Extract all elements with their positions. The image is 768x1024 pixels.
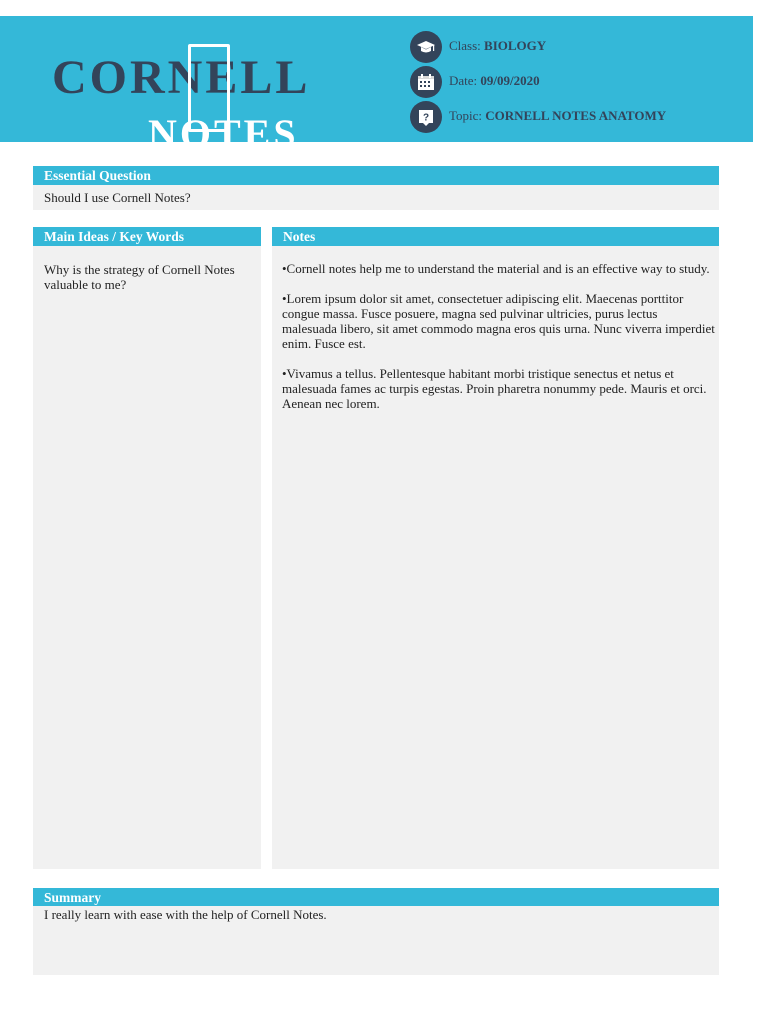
date-value: 09/09/2020 <box>480 73 540 88</box>
notes-header: Notes <box>272 227 719 246</box>
summary-header: Summary <box>33 888 719 907</box>
class-value: BIOLOGY <box>484 38 547 53</box>
notes-paragraph: •Cornell notes help me to understand the material and is an effective way to study. <box>282 261 710 276</box>
summary-text: I really learn with ease with the help of Cornell Notes. <box>44 907 327 922</box>
graduation-cap-icon <box>410 31 442 63</box>
main-ideas-header: Main Ideas / Key Words <box>33 227 261 246</box>
header-banner <box>0 16 753 156</box>
cornell-notes-logo <box>52 36 312 156</box>
class-row <box>410 31 750 63</box>
class-label: Class: <box>449 38 481 53</box>
question-card-icon <box>410 101 442 133</box>
svg-text:?: ? <box>422 112 430 124</box>
notes-panel <box>272 246 719 869</box>
essential-question-header: Essential Question <box>33 166 719 185</box>
essential-question-text: Should I use Cornell Notes? <box>44 190 191 205</box>
notes-paragraph: •Lorem ipsum dolor sit amet, consectetuer adipiscing elit. Maecenas porttitor congue massa. Fusce posuere, magna sed pulvinar ultricies, purus lectus malesuada libero, sit amet commodo magna eros quis urna. Nunc viverra imperdiet enim. Fusce est. <box>282 291 715 351</box>
essential-question-panel <box>33 185 719 210</box>
topic-label: Topic: <box>449 108 483 123</box>
topic-row <box>410 101 750 133</box>
logo-text-notes: NOTES <box>148 111 299 156</box>
logo-text-cornell: CORNELL <box>52 51 311 104</box>
topic-value: CORNELL NOTES ANATOMY <box>485 108 667 123</box>
date-row <box>410 66 750 98</box>
summary-panel <box>33 906 719 975</box>
calendar-icon <box>410 66 442 98</box>
date-label: Date: <box>449 73 478 88</box>
main-ideas-panel <box>33 246 261 869</box>
main-ideas-text: Why is the strategy of Cornell Notes valuable to me? <box>44 262 235 292</box>
notes-paragraph: •Vivamus a tellus. Pellentesque habitant morbi tristique senectus et netus et malesuada fames ac turpis egestas. Proin pharetra nonummy pede. Mauris et orci. Aenean nec lorem. <box>282 366 707 411</box>
